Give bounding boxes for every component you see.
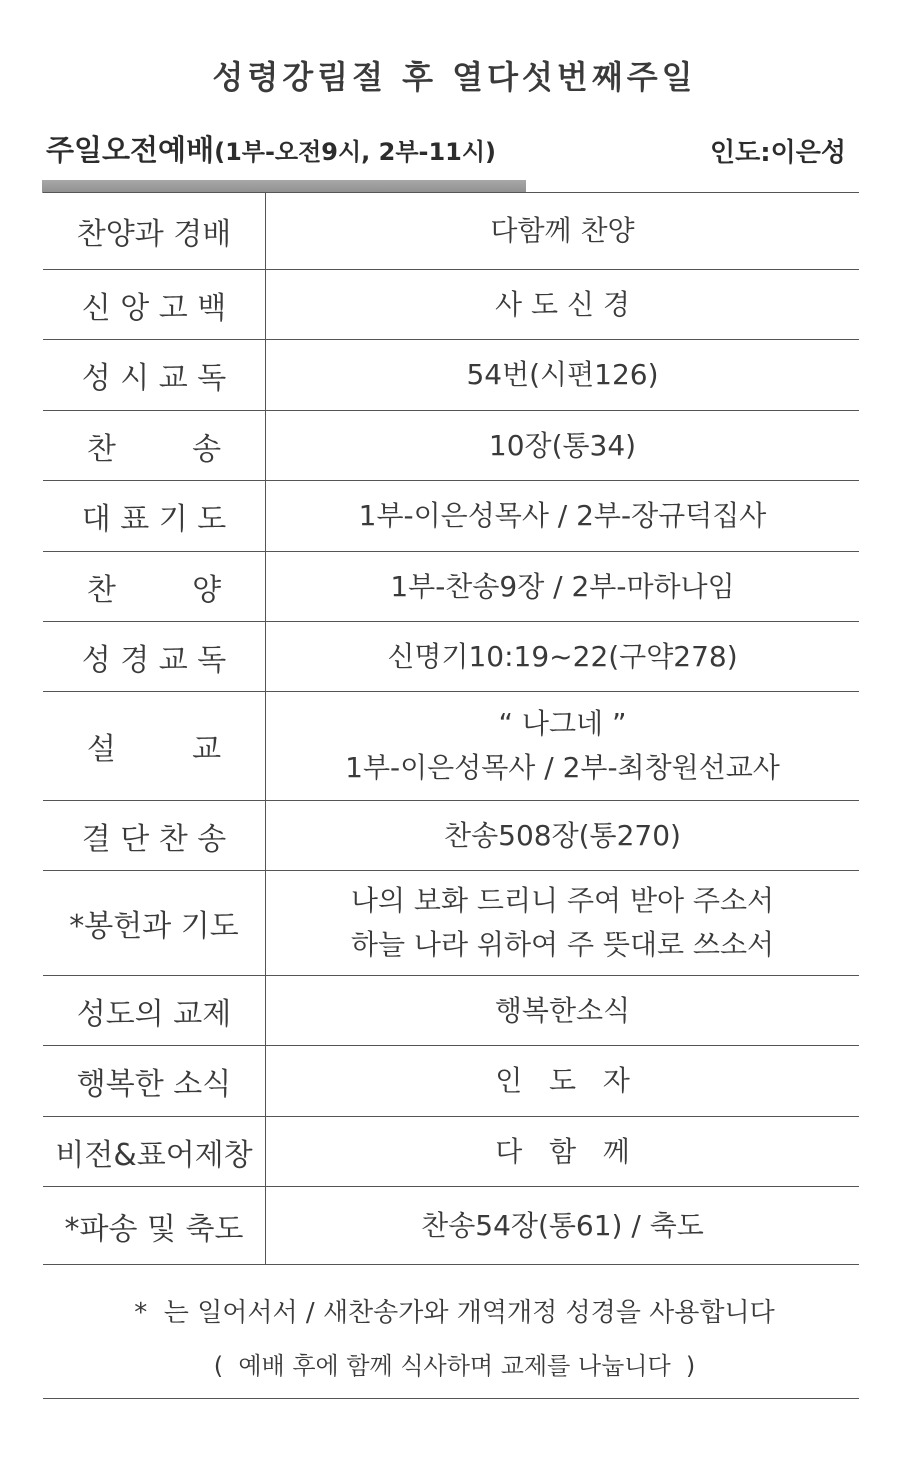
table-row: [43, 622, 859, 692]
item-content: 1부-이은성목사 / 2부-장규덕집사: [266, 481, 860, 552]
bulletin-title: 성령강림절 후 열다섯번째주일: [212, 58, 697, 96]
item-content: 행복한소식: [266, 976, 860, 1046]
item-label: 신 앙 고 백: [43, 270, 266, 340]
table-row: [43, 976, 859, 1046]
table-row: [43, 871, 859, 976]
item-label: 찬 양: [43, 552, 266, 622]
table-row: [43, 193, 859, 270]
service-header: [46, 128, 846, 172]
table-row: [43, 1046, 859, 1117]
fellowship-meal-note: ( 예배 후에 함께 식사하며 교제를 나눕니다 ): [213, 1352, 696, 1380]
item-content: 사 도 신 경: [266, 270, 860, 340]
item-content: 찬송54장(통61) / 축도: [266, 1187, 860, 1265]
table-row: [43, 411, 859, 481]
service-name: 주일오전예배: [46, 133, 215, 167]
item-label: *봉헌과 기도: [43, 871, 266, 976]
item-label: *파송 및 축도: [43, 1187, 266, 1265]
item-label: 성도의 교제: [43, 976, 266, 1046]
service-leader: 인도:이은성: [710, 138, 846, 168]
item-content: 1부-찬송9장 / 2부-마하나임: [266, 552, 860, 622]
item-content: “ 나그네 ” 1부-이은성목사 / 2부-최창원선교사: [266, 692, 860, 801]
table-row: [43, 1117, 859, 1187]
table-row: [43, 692, 859, 801]
bottom-divider: [43, 1398, 859, 1399]
item-label: 대 표 기 도: [43, 481, 266, 552]
item-content: 다 함 께: [266, 1117, 860, 1187]
item-content: 다함께 찬양: [266, 193, 860, 270]
item-content: 신명기10:19~22(구약278): [266, 622, 860, 692]
item-label: 행복한 소식: [43, 1046, 266, 1117]
item-content: 인 도 자: [266, 1046, 860, 1117]
item-label: 결 단 찬 송: [43, 801, 266, 871]
table-row: [43, 340, 859, 411]
item-label: 성 경 교 독: [43, 622, 266, 692]
item-label: 설 교: [43, 692, 266, 801]
order-of-worship-table: [43, 192, 859, 1265]
item-label: 찬양과 경배: [43, 193, 266, 270]
service-times: (1부-오전9시, 2부-11시): [214, 138, 497, 166]
item-label: 찬 송: [43, 411, 266, 481]
table-row: [43, 270, 859, 340]
item-content: 찬송508장(통270): [266, 801, 860, 871]
item-content: 10장(통34): [266, 411, 860, 481]
table-row: [43, 481, 859, 552]
item-content: 54번(시편126): [266, 340, 860, 411]
table-row: [43, 552, 859, 622]
item-label: 성 시 교 독: [43, 340, 266, 411]
table-row: [43, 801, 859, 871]
service-title: [46, 128, 496, 169]
table-row: [43, 1187, 859, 1265]
item-label: 비전&표어제창: [43, 1117, 266, 1187]
standing-note: * 는 일어서서 / 새찬송가와 개역개정 성경을 사용합니다: [134, 1298, 775, 1328]
item-content: 나의 보화 드리니 주여 받아 주소서 하늘 나라 위하여 주 뜻대로 쓰소서: [266, 871, 860, 976]
